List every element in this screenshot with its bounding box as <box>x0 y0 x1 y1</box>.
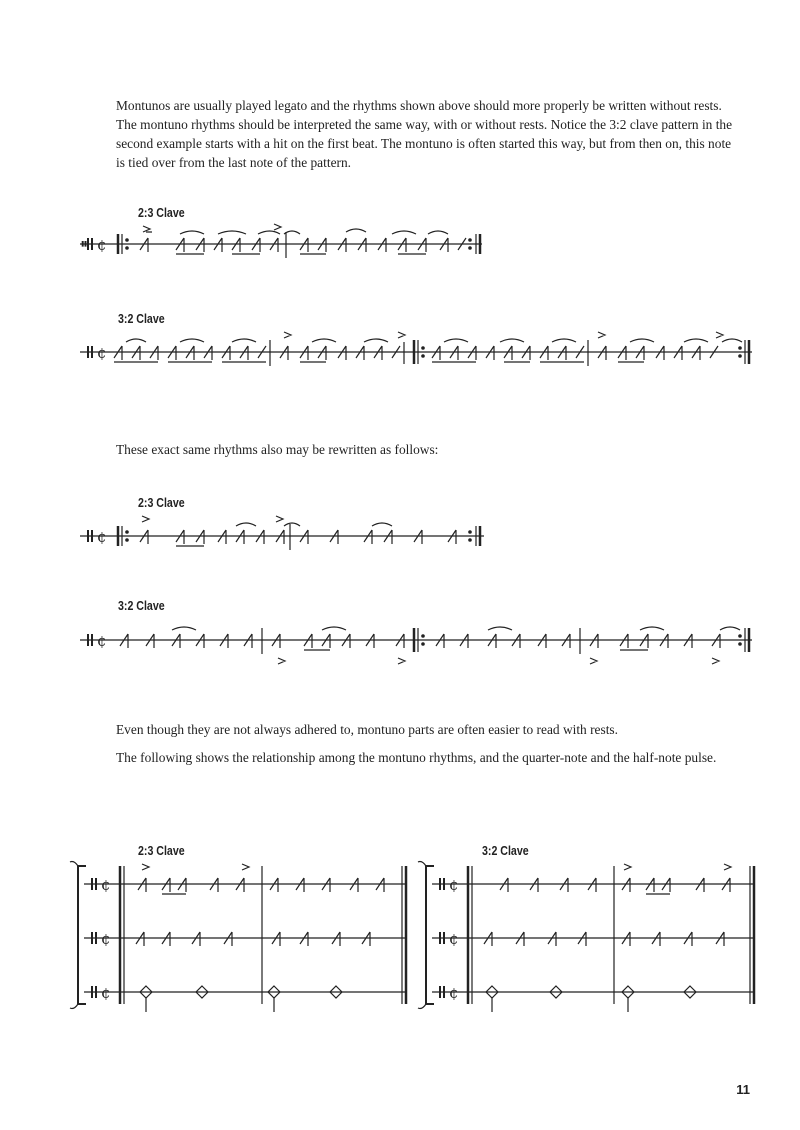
page-number: 11 <box>736 1082 750 1097</box>
example-label-4: 3:2 Clave <box>118 599 165 613</box>
svg-text:¢: ¢ <box>101 930 111 948</box>
svg-text:𝄥: 𝄥 <box>82 238 87 253</box>
notation-staff-3 <box>0 508 800 568</box>
svg-text:¢: ¢ <box>101 876 111 894</box>
paragraph-legato: Montunos are usually played legato and the rhythms shown above should more properly be written without rests. The montuno rhythms should be interpreted the same way, with or without rests. Notice the 3:2 clave pattern in the second example starts with a hit on the first beat. The montuno is often started this way, but from then on, this note is tied over from the last note of the pattern. <box>116 98 733 170</box>
svg-text:¢: ¢ <box>97 632 107 650</box>
svg-text:¢: ¢ <box>97 236 107 254</box>
example-label-3: 2:3 Clave <box>138 496 185 510</box>
notation-staff-1 <box>0 218 800 278</box>
paragraph-rests: Even though they are not always adhered to, montuno parts are often easier to read with rests. <box>116 722 618 737</box>
example-label-5-left: 2:3 Clave <box>138 844 185 858</box>
example-label-1: 2:3 Clave <box>138 206 185 220</box>
notation-system-relationship <box>0 860 800 1030</box>
example-label-5-right: 3:2 Clave <box>482 844 529 858</box>
svg-text:¢: ¢ <box>449 930 459 948</box>
example-label-2: 3:2 Clave <box>118 312 165 326</box>
paragraph-relationship: The following shows the relationship among the montuno rhythms, and the quarter-note and the half-note pulse. <box>116 750 717 765</box>
svg-text:¢: ¢ <box>449 984 459 1002</box>
paragraph-rewritten: These exact same rhythms also may be rewritten as follows: <box>116 442 439 457</box>
notation-staff-4 <box>0 612 800 672</box>
svg-text:¢: ¢ <box>101 984 111 1002</box>
svg-text:¢: ¢ <box>97 528 107 546</box>
svg-text:¢: ¢ <box>97 344 107 362</box>
svg-text:¢: ¢ <box>449 876 459 894</box>
notation-staff-2 <box>0 324 800 384</box>
